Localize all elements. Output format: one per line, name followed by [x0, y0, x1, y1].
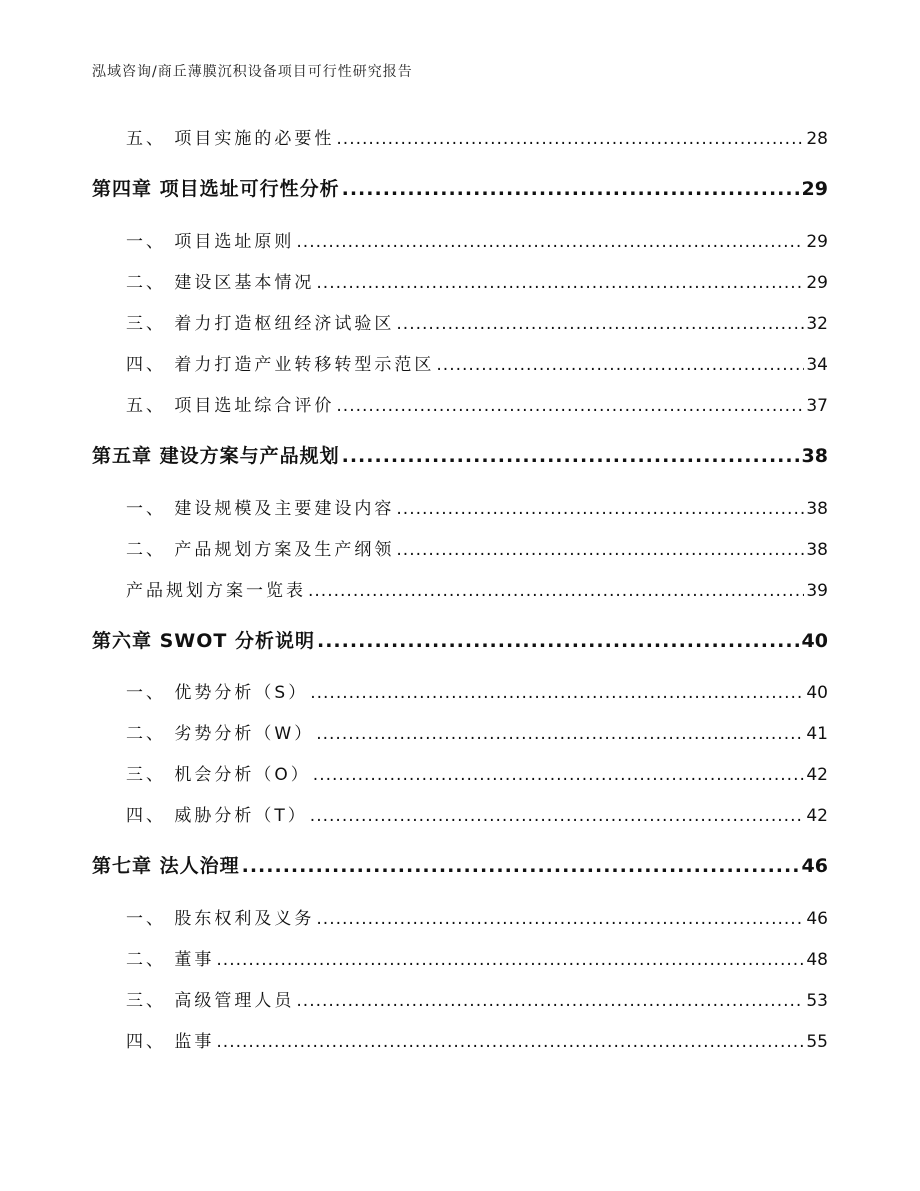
toc-page-number: 39	[806, 581, 828, 601]
toc-entry-label: 五、 项目实施的必要性	[126, 129, 335, 149]
dot-leader	[216, 950, 804, 970]
toc-chapter-label: 第六章 SWOT 分析说明	[92, 630, 315, 652]
toc-entry-label: 四、 监事	[126, 1032, 215, 1052]
toc-chapter-label: 第四章 项目选址可行性分析	[92, 178, 340, 200]
toc-entry[interactable]	[126, 576, 828, 601]
toc-entry[interactable]	[126, 904, 828, 929]
toc-chapter[interactable]	[92, 851, 828, 878]
dot-leader	[308, 581, 804, 601]
dot-leader	[242, 855, 800, 877]
toc-entry-label: 二、 董事	[126, 950, 215, 970]
dot-leader	[316, 909, 804, 929]
dot-leader	[216, 1032, 804, 1052]
dot-leader	[436, 355, 804, 375]
dot-leader	[316, 273, 804, 293]
toc-entry[interactable]	[126, 124, 828, 149]
dot-leader	[396, 314, 804, 334]
toc-entry-label: 三、 着力打造枢纽经济试验区	[126, 314, 395, 334]
toc-entry[interactable]	[126, 391, 828, 416]
toc-entry[interactable]	[126, 535, 828, 560]
dot-leader	[316, 724, 804, 744]
dot-leader	[336, 396, 804, 416]
dot-leader	[336, 129, 804, 149]
toc-entry[interactable]	[126, 760, 828, 785]
toc-page-number: 46	[801, 855, 828, 877]
toc-entry-label: 二、 劣势分析（W）	[126, 724, 315, 744]
toc-page-number: 32	[806, 314, 828, 334]
toc-entry[interactable]	[126, 309, 828, 334]
dot-leader	[296, 232, 804, 252]
dot-leader	[310, 806, 805, 826]
toc-page-number: 38	[806, 540, 828, 560]
toc-page-number: 40	[806, 683, 828, 703]
toc-page-number: 53	[806, 991, 828, 1011]
toc-page-number: 29	[806, 273, 828, 293]
toc-page-number: 37	[806, 396, 828, 416]
toc-entry[interactable]	[126, 945, 828, 970]
dot-leader	[396, 499, 804, 519]
toc-chapter-label: 第七章 法人治理	[92, 855, 240, 877]
toc-page-number: 41	[806, 724, 828, 744]
toc-page-number: 42	[806, 765, 828, 785]
toc-entry[interactable]	[126, 1027, 828, 1052]
toc-page-number: 34	[806, 355, 828, 375]
running-header: 泓域咨询/商丘薄膜沉积设备项目可行性研究报告	[92, 64, 413, 80]
dot-leader	[317, 630, 800, 652]
toc-chapter[interactable]	[92, 174, 828, 201]
toc-page-number: 28	[806, 129, 828, 149]
dot-leader	[296, 991, 804, 1011]
toc-entry-label: 产品规划方案一览表	[126, 581, 306, 601]
toc-chapter-label: 第五章 建设方案与产品规划	[92, 445, 340, 467]
toc-entry[interactable]	[126, 227, 828, 252]
toc-entry-label: 一、 建设规模及主要建设内容	[126, 499, 395, 519]
toc-entry-label: 一、 股东权利及义务	[126, 909, 315, 929]
toc-entry[interactable]	[126, 678, 828, 703]
toc-page-number: 40	[801, 630, 828, 652]
toc-entry-label: 三、 机会分析（O）	[126, 765, 311, 785]
toc-page-number: 38	[806, 499, 828, 519]
toc-page-number: 29	[806, 232, 828, 252]
toc-entry-label: 一、 优势分析（S）	[126, 683, 309, 703]
toc-entry[interactable]	[126, 268, 828, 293]
dot-leader	[342, 445, 800, 467]
toc-entry-label: 三、 高级管理人员	[126, 991, 295, 1011]
toc-entry[interactable]	[126, 801, 828, 826]
toc-entry-label: 二、 建设区基本情况	[126, 273, 315, 293]
toc-entry-label: 五、 项目选址综合评价	[126, 396, 335, 416]
dot-leader	[310, 683, 804, 703]
toc-page-number: 42	[806, 806, 828, 826]
toc-page-number: 46	[806, 909, 828, 929]
toc-page-number: 29	[801, 178, 828, 200]
dot-leader	[313, 765, 805, 785]
toc-entry[interactable]	[126, 350, 828, 375]
toc-entry[interactable]	[126, 494, 828, 519]
toc-chapter[interactable]	[92, 441, 828, 468]
dot-leader	[396, 540, 804, 560]
dot-leader	[342, 178, 800, 200]
toc-entry-label: 一、 项目选址原则	[126, 232, 295, 252]
toc-entry-label: 二、 产品规划方案及生产纲领	[126, 540, 395, 560]
toc-page-number: 55	[806, 1032, 828, 1052]
toc-page-number: 38	[801, 445, 828, 467]
toc-chapter[interactable]	[92, 626, 828, 653]
toc-entry-label: 四、 着力打造产业转移转型示范区	[126, 355, 435, 375]
toc-entry[interactable]	[126, 719, 828, 744]
toc-entry[interactable]	[126, 986, 828, 1011]
toc-entry-label: 四、 威胁分析（T）	[126, 806, 308, 826]
toc-page-number: 48	[806, 950, 828, 970]
